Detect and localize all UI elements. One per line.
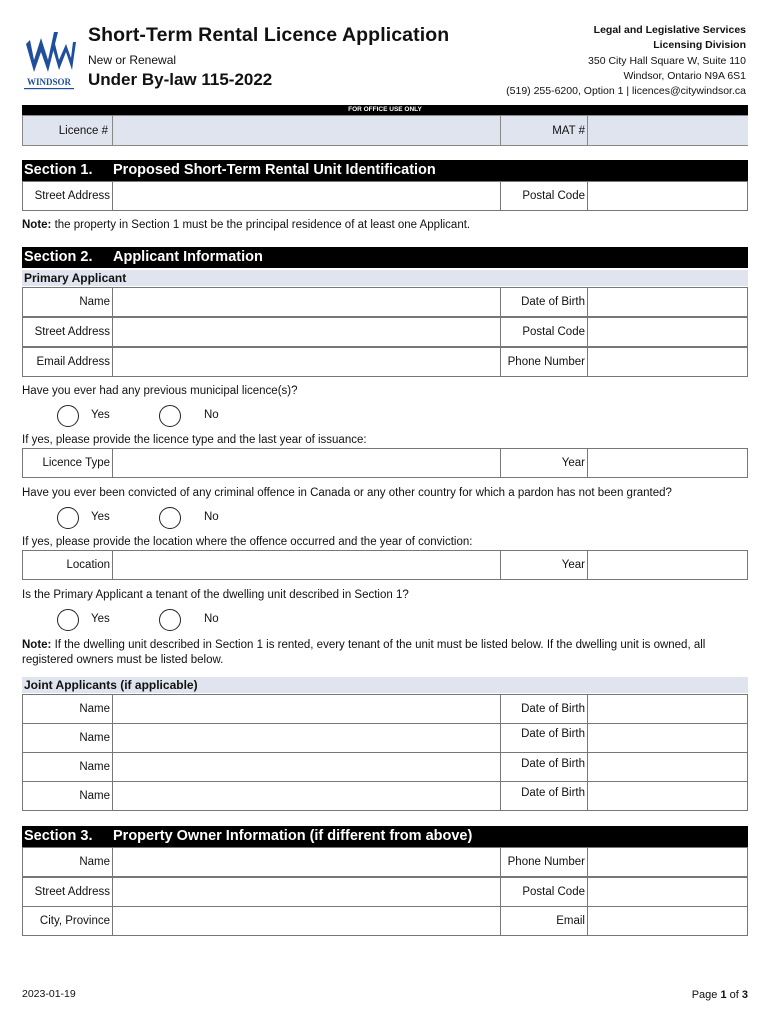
joint-4-dob-label: Date of Birth xyxy=(521,787,585,799)
form-title: Short-Term Rental Licence Application xyxy=(88,24,450,46)
primary-row-2 xyxy=(22,317,748,347)
primary-row-1 xyxy=(22,287,748,317)
offence-location-field[interactable] xyxy=(112,550,501,580)
section-1-title: Proposed Short-Term Rental Unit Identification xyxy=(113,162,436,178)
q2-no-radio[interactable] xyxy=(159,507,181,529)
q1-yes-radio[interactable] xyxy=(57,405,79,427)
joint-3-name-label: Name xyxy=(79,761,110,773)
primary-applicant-label: Primary Applicant xyxy=(22,270,748,286)
section-3-title: Property Owner Information (if different from above) xyxy=(113,828,473,844)
q2-criminal-offence: Have you ever been convicted of any criminal offence in Canada or any other country for which a pardon has not been granted? xyxy=(22,487,672,499)
page-of: of xyxy=(726,989,742,1001)
primary-street-field[interactable] xyxy=(112,317,501,347)
owner-email-field[interactable] xyxy=(587,906,748,936)
primary-name-field[interactable] xyxy=(112,287,501,317)
offence-location-label: Location xyxy=(66,559,110,571)
q3-tenant: Is the Primary Applicant a tenant of the dwelling unit described in Section 1? xyxy=(22,589,409,601)
owner-name-label: Name xyxy=(79,856,110,868)
joint-3-name-field[interactable] xyxy=(112,752,501,782)
dept-line-2: Licensing Division xyxy=(653,39,746,52)
owner-email-label: Email xyxy=(556,915,585,927)
licence-number-field[interactable] xyxy=(112,116,501,145)
office-use-bar: FOR OFFICE USE ONLY xyxy=(22,105,748,115)
licence-year-field[interactable] xyxy=(587,448,748,478)
q1-yes-label: Yes xyxy=(91,409,110,421)
owner-city-label: City, Province xyxy=(39,915,110,927)
office-use-row xyxy=(22,115,748,146)
offence-year-field[interactable] xyxy=(587,550,748,580)
q2-location-row xyxy=(22,550,748,580)
bylaw-heading: Under By-law 115-2022 xyxy=(88,70,273,89)
q1-no-radio[interactable] xyxy=(159,405,181,427)
joint-applicants-label: Joint Applicants (if applicable) xyxy=(22,677,748,693)
primary-postal-field[interactable] xyxy=(587,317,748,347)
primary-dob-label: Date of Birth xyxy=(521,296,585,308)
addr-line-2: Windsor, Ontario N9A 6S1 xyxy=(623,69,746,82)
s1-street-label: Street Address xyxy=(34,190,110,202)
licence-number-label: Licence # xyxy=(58,125,108,137)
licence-type-label: Licence Type xyxy=(42,457,110,469)
q2-yes-radio[interactable] xyxy=(57,507,79,529)
joint-2-name-field[interactable] xyxy=(112,723,501,753)
joint-4-name-label: Name xyxy=(79,790,110,802)
owner-postal-label: Postal Code xyxy=(522,886,585,898)
section-1-number: Section 1. xyxy=(24,162,93,178)
department-address xyxy=(506,23,746,99)
owner-row-2 xyxy=(22,877,748,907)
primary-postal-label: Postal Code xyxy=(522,326,585,338)
s1-note xyxy=(22,218,742,233)
owner-postal-field[interactable] xyxy=(587,877,748,907)
owner-name-field[interactable] xyxy=(112,847,501,877)
s1-street-field[interactable] xyxy=(112,181,501,211)
joint-3-dob-label: Date of Birth xyxy=(521,758,585,770)
q1-previous-licence: Have you ever had any previous municipal licence(s)? xyxy=(22,385,298,397)
primary-phone-label: Phone Number xyxy=(507,356,585,368)
dept-line-1: Legal and Legislative Services xyxy=(593,24,746,36)
primary-email-field[interactable] xyxy=(112,347,501,377)
s2-note-text: If the dwelling unit described in Section 1 is rented, every tenant of the unit must be listed below. If the dwelling unit is owned, all registered owners must be listed below. xyxy=(22,639,706,666)
q3-no-radio[interactable] xyxy=(159,609,181,631)
joint-1-name-field[interactable] xyxy=(112,694,501,724)
section-3-number: Section 3. xyxy=(24,828,93,844)
section-2-number: Section 2. xyxy=(24,249,93,265)
primary-email-label: Email Address xyxy=(36,356,110,368)
primary-name-label: Name xyxy=(79,296,110,308)
q3-no-label: No xyxy=(204,613,219,625)
addr-line-1: 350 City Hall Square W, Suite 110 xyxy=(588,54,746,67)
q1-followup: If yes, please provide the licence type and the last year of issuance: xyxy=(22,434,367,446)
licence-year-label: Year xyxy=(561,457,585,469)
s1-postal-label: Postal Code xyxy=(522,190,585,202)
q2-no-label: No xyxy=(204,511,219,523)
joint-row-4 xyxy=(22,781,748,811)
owner-row-3 xyxy=(22,906,748,936)
licence-type-field[interactable] xyxy=(112,448,501,478)
page-prefix: Page xyxy=(691,989,721,1001)
owner-phone-field[interactable] xyxy=(587,847,748,877)
joint-2-name-label: Name xyxy=(79,732,110,744)
page-number: 1 xyxy=(720,989,727,1001)
section-2-title: Applicant Information xyxy=(113,249,263,265)
s2-note-bold: Note: xyxy=(22,639,52,651)
joint-1-name-label: Name xyxy=(79,703,110,715)
q1-no-label: No xyxy=(204,409,219,421)
addr-line-3: (519) 255-6200, Option 1 | licences@citywindsor.ca xyxy=(506,85,746,98)
primary-phone-field[interactable] xyxy=(587,347,748,377)
joint-1-dob-field[interactable] xyxy=(587,694,748,724)
joint-row-2 xyxy=(22,723,748,753)
s1-note-text: the property in Section 1 must be the principal residence of at least one Applicant. xyxy=(51,219,471,231)
mat-number-label: MAT # xyxy=(552,125,585,137)
primary-dob-field[interactable] xyxy=(587,287,748,317)
joint-4-name-field[interactable] xyxy=(112,781,501,811)
section-2-header xyxy=(22,247,748,268)
joint-row-3 xyxy=(22,752,748,782)
joint-1-dob-label: Date of Birth xyxy=(521,703,585,715)
joint-2-dob-field[interactable] xyxy=(587,723,748,753)
owner-city-field[interactable] xyxy=(112,906,501,936)
s2-note xyxy=(22,638,742,668)
primary-street-label: Street Address xyxy=(34,326,110,338)
owner-street-field[interactable] xyxy=(112,877,501,907)
owner-street-label: Street Address xyxy=(34,886,110,898)
q2-followup: If yes, please provide the location where the offence occurred and the year of conviction: xyxy=(22,536,473,548)
q3-yes-radio[interactable] xyxy=(57,609,79,631)
q1-licence-row xyxy=(22,448,748,478)
joint-2-dob-label: Date of Birth xyxy=(521,728,585,740)
city-of-windsor-logo xyxy=(22,24,76,92)
s1-postal-field[interactable] xyxy=(587,181,748,211)
page-indicator xyxy=(692,989,748,1001)
joint-3-dob-field[interactable] xyxy=(587,752,748,782)
s1-address-row xyxy=(22,181,748,211)
section-1-header xyxy=(22,160,748,181)
joint-4-dob-field[interactable] xyxy=(587,781,748,811)
page-total: 3 xyxy=(741,989,748,1001)
form-revision-date: 2023-01-19 xyxy=(22,988,76,1000)
svg-text:WINDSOR: WINDSOR xyxy=(26,77,72,87)
owner-row-1 xyxy=(22,847,748,877)
owner-phone-label: Phone Number xyxy=(507,856,585,868)
section-3-header xyxy=(22,826,748,847)
offence-year-label: Year xyxy=(561,559,585,571)
joint-row-1 xyxy=(22,694,748,724)
q3-yes-label: Yes xyxy=(91,613,110,625)
q2-yes-label: Yes xyxy=(91,511,110,523)
mat-number-field[interactable] xyxy=(587,116,748,145)
s1-note-bold: Note: xyxy=(22,219,52,231)
primary-row-3 xyxy=(22,347,748,377)
form-subtitle: New or Renewal xyxy=(88,53,177,67)
